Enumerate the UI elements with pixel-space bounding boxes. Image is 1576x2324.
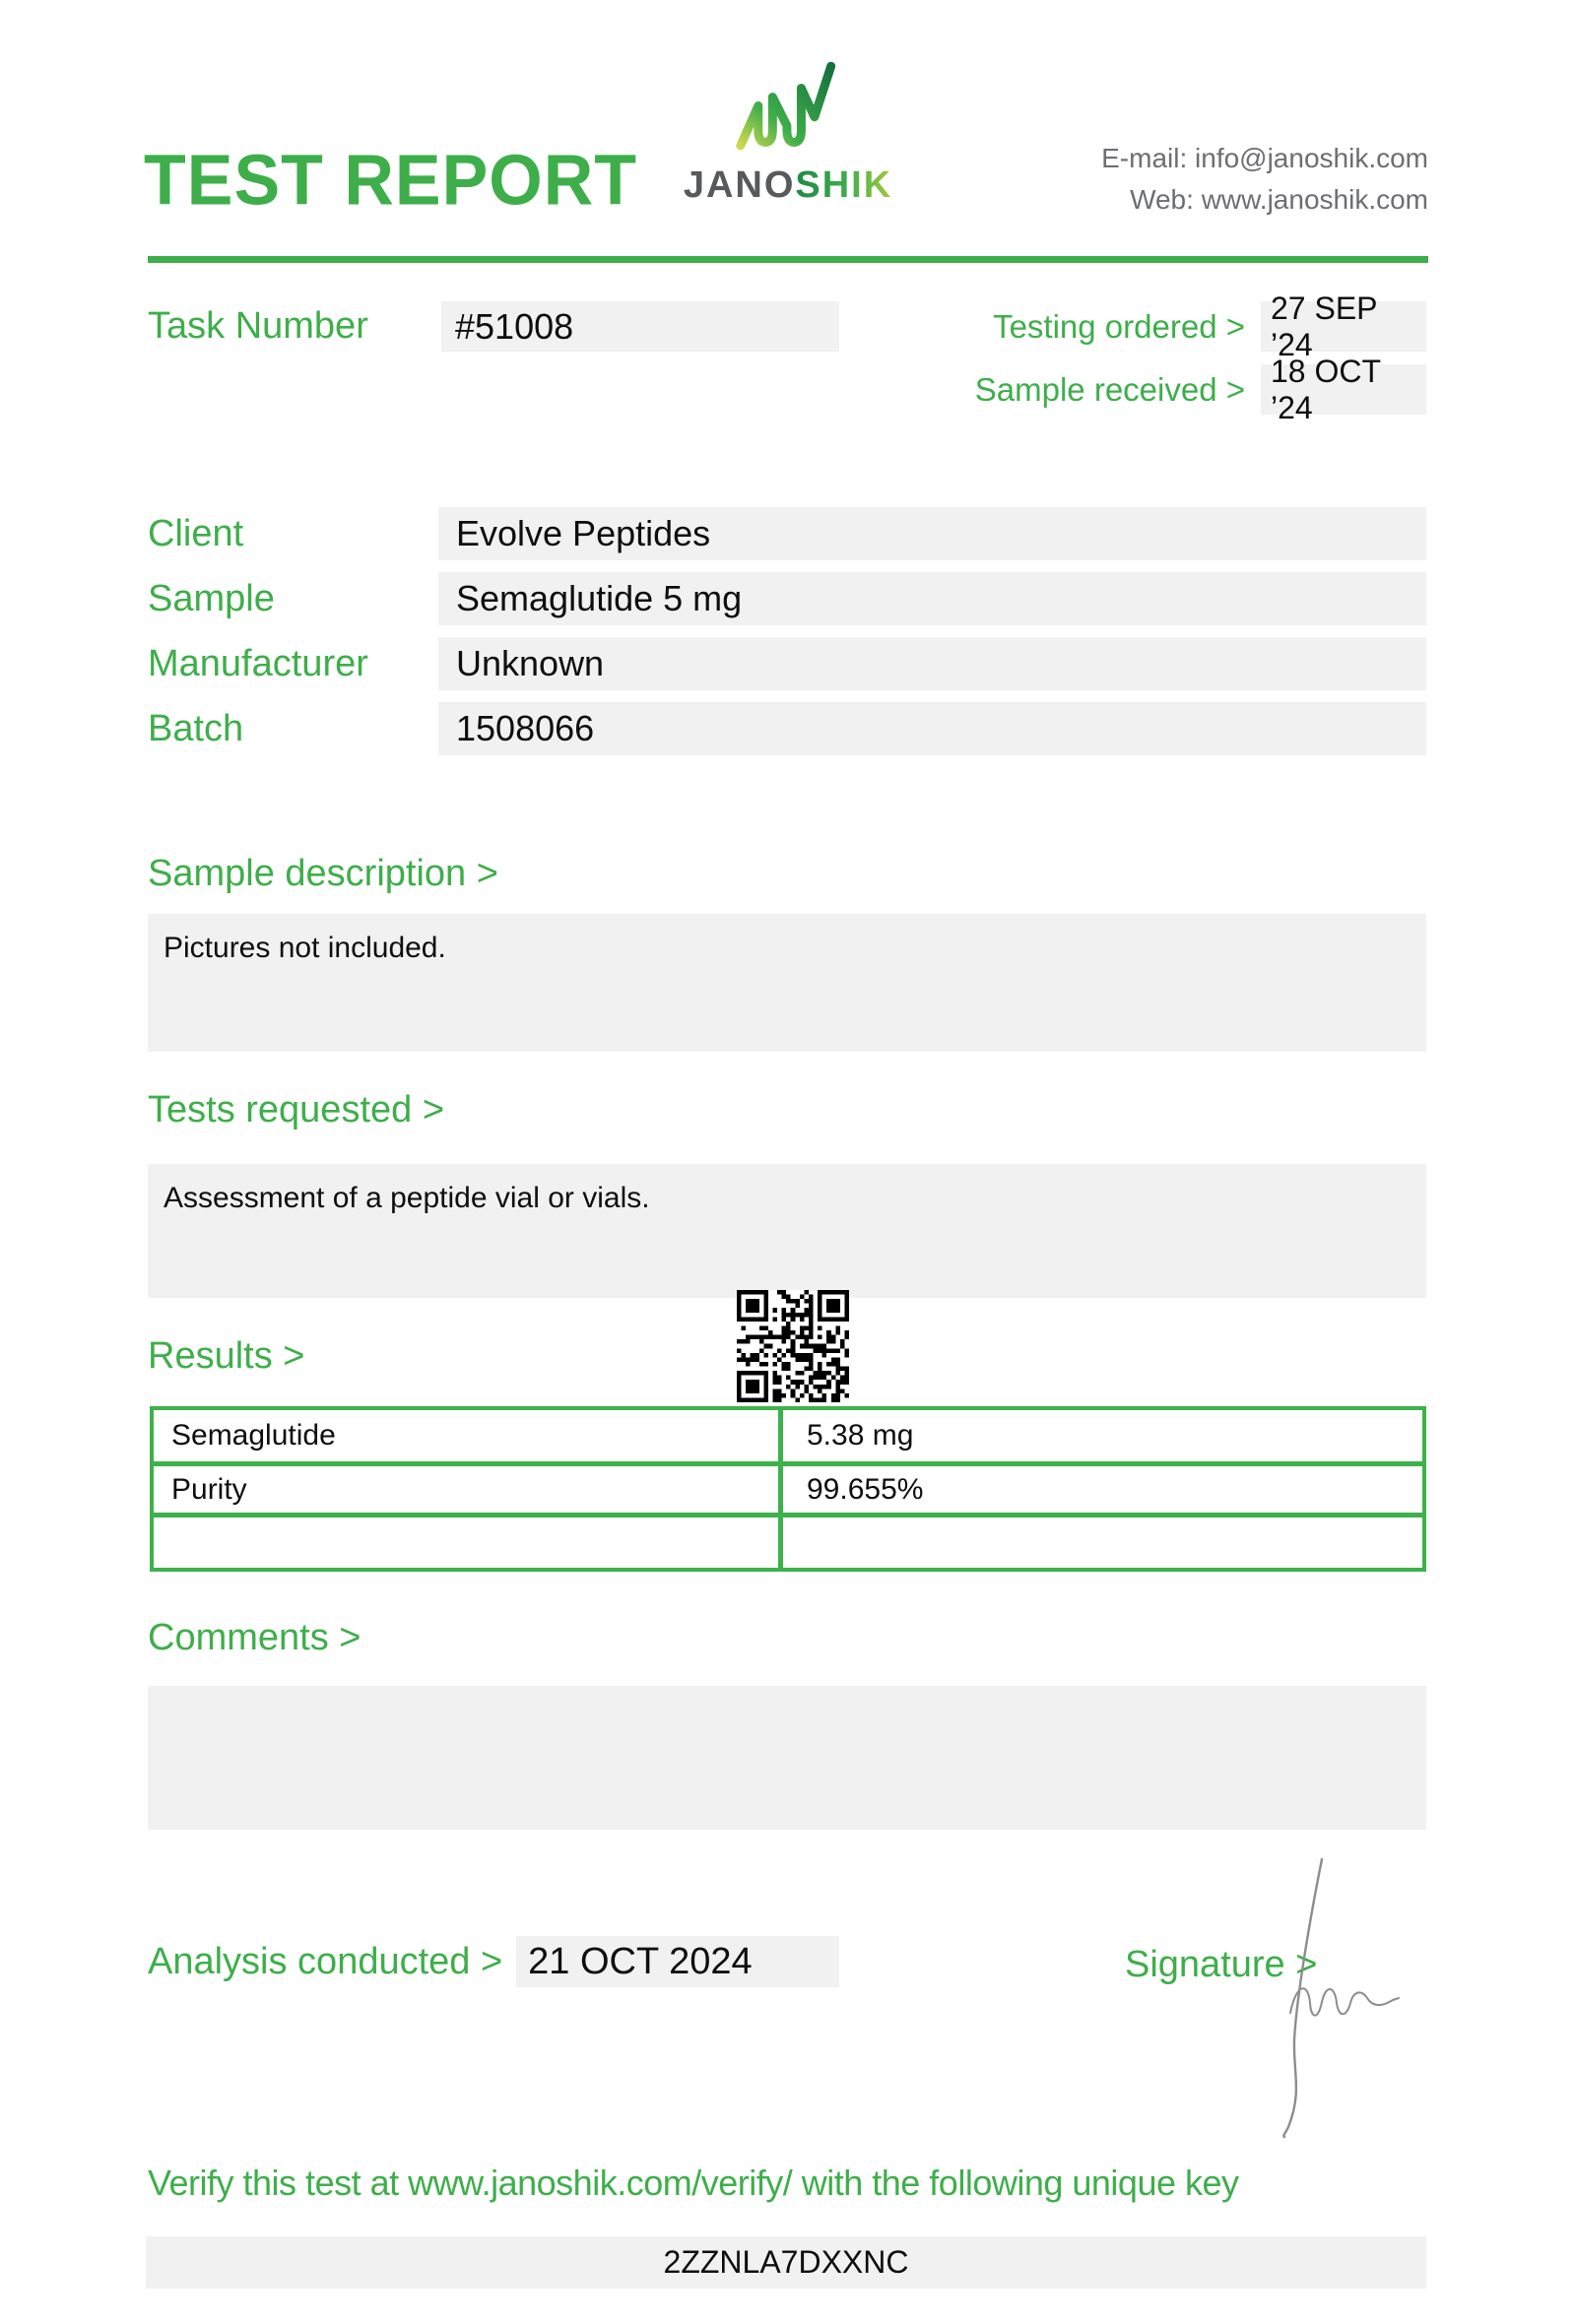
sample-row [148,572,1426,625]
qr-code [737,1290,849,1402]
contact-email: E-mail: info@janoshik.com [1101,143,1428,173]
analysis-date-value [516,1936,839,1987]
logo-wordmark-gray: JANO [683,164,796,206]
client-row [148,507,1426,560]
sample-received-label: Sample received > [974,370,1245,408]
batch-text: 1508066 [456,708,595,748]
task-number-text: #51008 [455,305,574,347]
task-number-label: Task Number [148,305,368,347]
results-row-1 [154,1410,1422,1461]
results-analyte-2: Purity [154,1466,783,1513]
comments-box [148,1686,1426,1830]
tests-requested-box [148,1164,1426,1298]
results-value-1: 5.38 mg [807,1419,914,1452]
testing-ordered-row [993,290,1426,362]
client-text: Evolve Peptides [456,513,711,553]
results-analyte-1: Semaglutide [154,1410,783,1461]
analysis-conducted-label: Analysis conducted > [148,1940,503,1982]
comments-heading: Comments > [148,1617,361,1658]
signature-image [1259,1853,1426,2139]
manufacturer-value [438,637,1426,690]
analysis-conducted-row [148,1936,839,1987]
testing-ordered-label: Testing ordered > [993,307,1245,345]
results-value-3 [783,1517,1422,1568]
testing-ordered-value [1261,290,1426,362]
sample-received-value [1261,353,1426,425]
sample-label: Sample [148,577,275,619]
manufacturer-label: Manufacturer [148,642,368,684]
sample-description-text: Pictures not included. [164,932,446,964]
results-table [150,1406,1426,1572]
results-analyte-3 [154,1517,783,1568]
task-number-row [148,301,839,352]
verify-instruction: Verify this test at www.janoshik.com/verify/ with the following unique key [148,2163,1239,2203]
manufacturer-text: Unknown [456,643,605,683]
unique-key-bar [146,2236,1426,2289]
batch-value [438,702,1426,755]
dates-block [974,290,1426,425]
sample-info-block [148,507,1426,755]
results-heading: Results > [148,1335,305,1377]
janoshik-logo [680,55,896,207]
task-number-value [441,301,839,352]
sample-description-box [148,914,1426,1052]
contact-web: Web: www.janoshik.com [1130,184,1428,215]
testing-ordered-text: 27 SEP ’24 [1271,290,1377,362]
logo-wordmark [680,165,896,207]
tests-requested-text: Assessment of a peptide vial or vials. [164,1182,650,1214]
sample-value [438,572,1426,625]
header-divider [148,256,1428,263]
signature-label: Signature > [1125,1944,1318,1985]
logo-wordmark-green: SHIK [795,164,893,206]
results-value-2: 99.655% [807,1472,924,1506]
batch-row [148,702,1426,755]
batch-label: Batch [148,707,244,749]
logo-chart-icon [714,55,862,165]
tests-requested-heading: Tests requested > [148,1089,445,1130]
contact-block [1101,138,1428,221]
results-row-2 [154,1461,1422,1513]
unique-key-text: 2ZZNLA7DXXNC [663,2244,909,2280]
sample-description-heading: Sample description > [148,853,498,894]
sample-received-text: 18 OCT ’24 [1271,353,1381,425]
analysis-date-text: 21 OCT 2024 [528,1940,753,1982]
client-label: Client [148,512,244,554]
page-title: TEST REPORT [144,139,638,220]
client-value [438,507,1426,560]
sample-received-row [974,353,1426,425]
sample-text: Semaglutide 5 mg [456,578,743,618]
manufacturer-row [148,637,1426,690]
results-row-3 [154,1513,1422,1568]
